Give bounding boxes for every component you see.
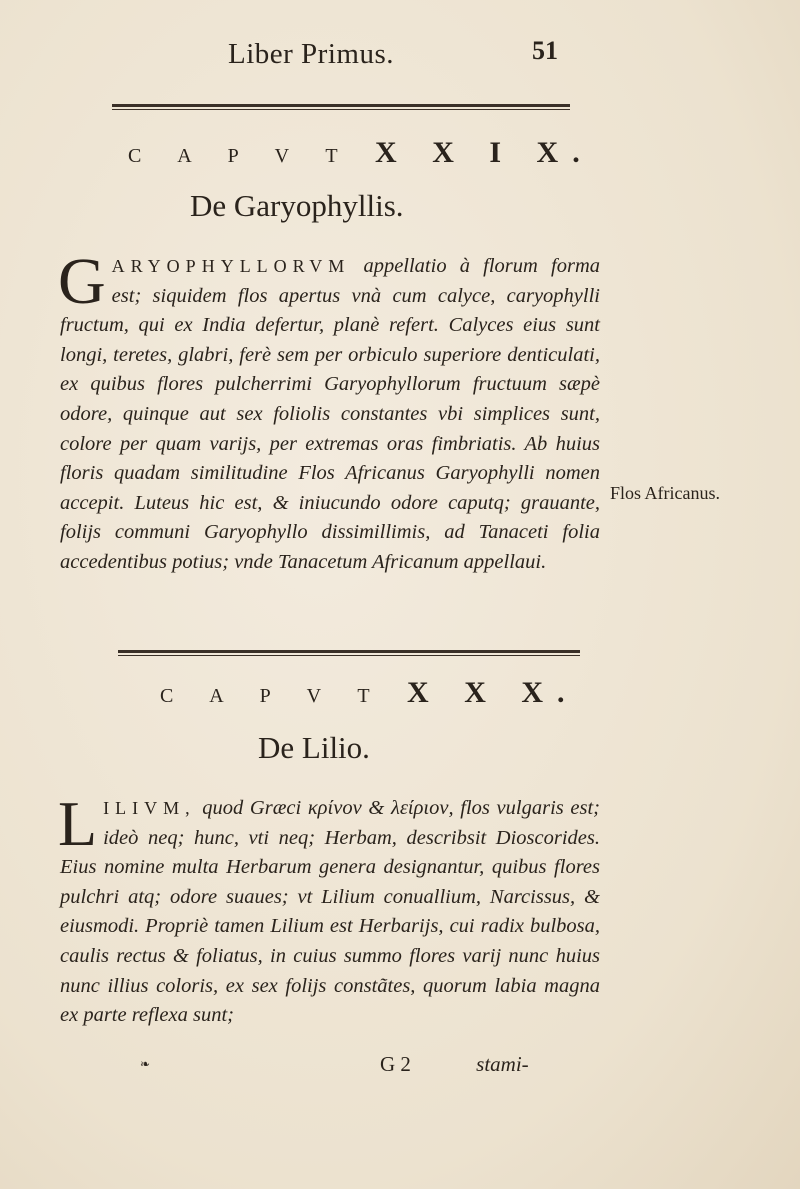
caput-label: C A P V T: [128, 145, 354, 167]
chapter-paragraph: [58, 245, 600, 578]
margin-note: Flos Africanus.: [610, 483, 720, 503]
chapter-paragraph: [58, 788, 601, 1031]
page-footer: [380, 1052, 600, 1077]
section-title: De Garyophyllis.: [190, 188, 404, 223]
catchword: stami-: [476, 1052, 529, 1076]
caput-label: C A P V T: [160, 685, 386, 707]
chapter-heading: [128, 136, 594, 170]
signature-mark: G 2: [380, 1052, 411, 1076]
top-rule: [112, 104, 570, 110]
section-title: De Lilio.: [258, 730, 370, 765]
caput-number: X X I X.: [375, 136, 594, 169]
page-number: 51: [532, 36, 558, 65]
paragraph-text: quod Græci κρίνον & λείριον, flos vulgaris est; ideò neq; hunc, vti neq; Herbam, describsit Dioscorides. Eius nomine multa Herbarum genera designantur, quibus flores pulchri atq; odore suaues; vt Lilium conuallium, Narcissus, & eiusmodi. Propriè tamen Lilium est Herbarijs, cui radix bulbosa, caulis rectus & foliatus, in cuius summo flores varij nunc huius nunc illius coloris, ex sex folijs constãtes, quorum labia magna ex parte reflexa sunt;: [60, 797, 601, 1027]
ornament-mark: ❧: [140, 1057, 151, 1071]
lead-caps: ILIVM,: [103, 798, 196, 818]
lead-caps: ARYOPHYLLORVM: [111, 256, 351, 276]
drop-cap: G: [58, 245, 106, 318]
chapter-heading: [160, 676, 579, 710]
drop-cap: L: [58, 788, 98, 859]
running-head: Liber Primus.: [228, 38, 394, 70]
section-rule: [118, 650, 580, 656]
caput-number: X X X.: [407, 676, 579, 709]
paragraph-text: appellatio à florum forma est; siquidem flos apertus vnà cum calyce, caryophylli fructum, qui ex India defertur, planè refert. Calyces eius sunt longi, teretes, glabri, ferè sem per orbiculo superiore denticulati, ex quibus flores pulcherrimi Garyophyllorum fructuum sæpè odore, quinque aut sex foliolis constantes vbi simplices sunt, colore per quam varijs, per extremas oras fimbriatis. Ab huius floris quadam similitudine Flos Africanus Garyophylli nomen accepit. Luteus hic est, & iniucundo odore caputq; grauante, folijs communi Garyophyllo dissimillimis, ad Tanaceti folia accedentibus potius; vnde Tanacetum Africanum appellaui.: [60, 255, 600, 573]
